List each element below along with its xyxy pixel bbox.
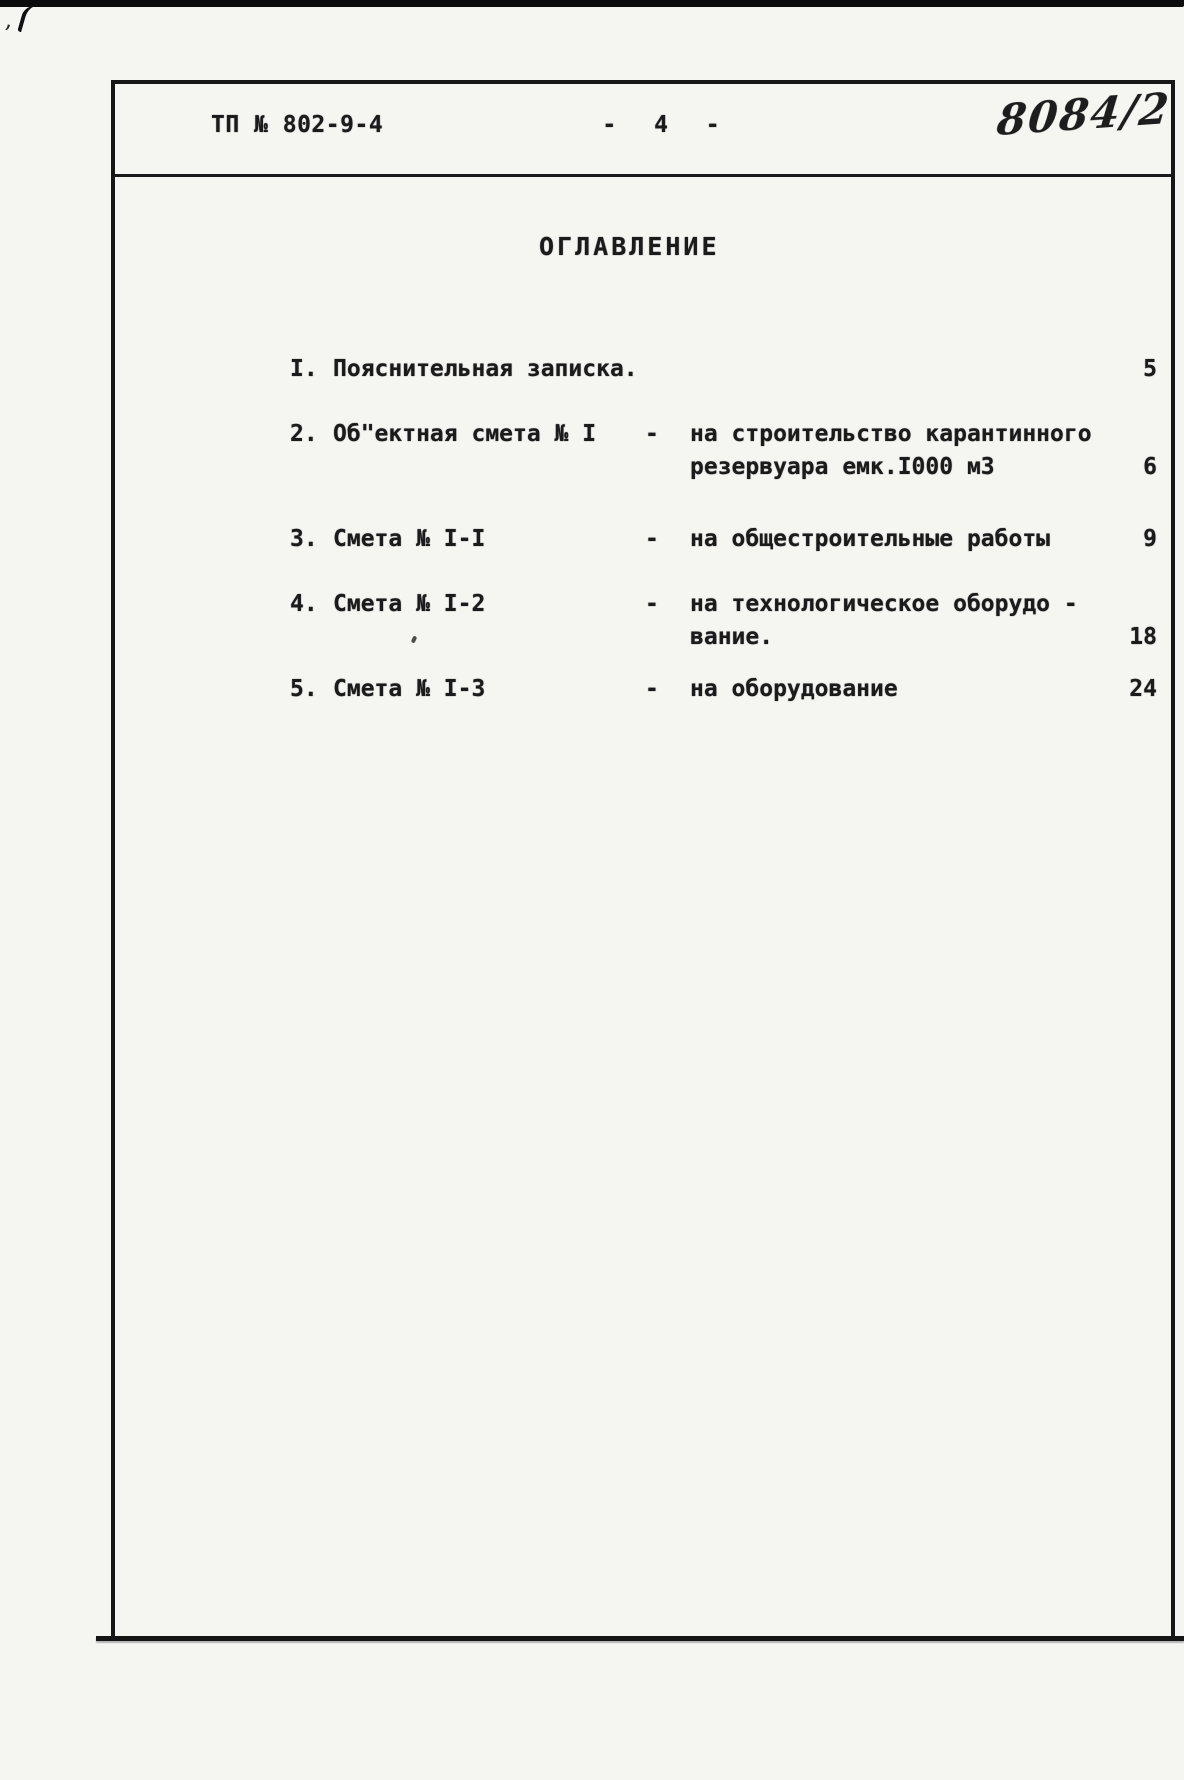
toc-item-label: Об"ектная смета № I: [333, 421, 597, 447]
toc-description: на оборудование: [690, 676, 898, 702]
toc-dash: -: [645, 526, 659, 552]
header-page-number: - 4 -: [602, 112, 732, 138]
toc-item-label: Пояснительная записка.: [333, 356, 638, 382]
document-frame: [111, 80, 1175, 1640]
toc-row: [115, 418, 1171, 484]
toc-page-number: 5: [1143, 356, 1157, 382]
contents-title: ОГЛАВЛЕНИЕ: [539, 232, 720, 261]
toc-row: [115, 523, 1171, 556]
toc-item-number: 2.: [290, 421, 318, 447]
header-row: [115, 84, 1171, 177]
toc-dash: -: [645, 676, 659, 702]
toc-description: на общестроительные работы: [690, 526, 1051, 552]
margin-mark: ’: [1, 19, 13, 49]
toc-description: на строительство карантинного резервуара емк.I000 м3: [690, 421, 1092, 480]
toc-item-label: Смета № I-I: [333, 526, 486, 552]
toc-page-number: 9: [1143, 526, 1157, 552]
toc-item-number: I.: [290, 356, 318, 382]
handwritten-number: 8084/2: [994, 83, 1173, 146]
toc-row: [115, 353, 1171, 386]
toc-row: [115, 588, 1171, 654]
toc-description: на технологическое оборудо - вание.: [690, 591, 1078, 650]
toc-item-number: 5.: [290, 676, 318, 702]
header-doc-code: ТП № 802-9-4: [211, 112, 384, 138]
toc-dash: [645, 353, 690, 386]
toc-page-number: 6: [1143, 454, 1157, 480]
toc-item-label: Смета № I-3: [333, 676, 486, 702]
toc-page-number: 18: [1129, 624, 1157, 650]
toc-item-number: 4.: [290, 591, 318, 617]
toc-item-label: Смета № I-2: [333, 591, 486, 617]
toc-row: [115, 673, 1171, 706]
toc-dash: -: [645, 421, 659, 447]
scan-edge-bar: [0, 0, 1184, 7]
toc-dash: -: [645, 591, 659, 617]
scan-curl-mark: [17, 2, 41, 35]
toc-description: [690, 353, 1127, 386]
toc-item-number: 3.: [290, 526, 318, 552]
toc-page-number: 24: [1129, 676, 1157, 702]
